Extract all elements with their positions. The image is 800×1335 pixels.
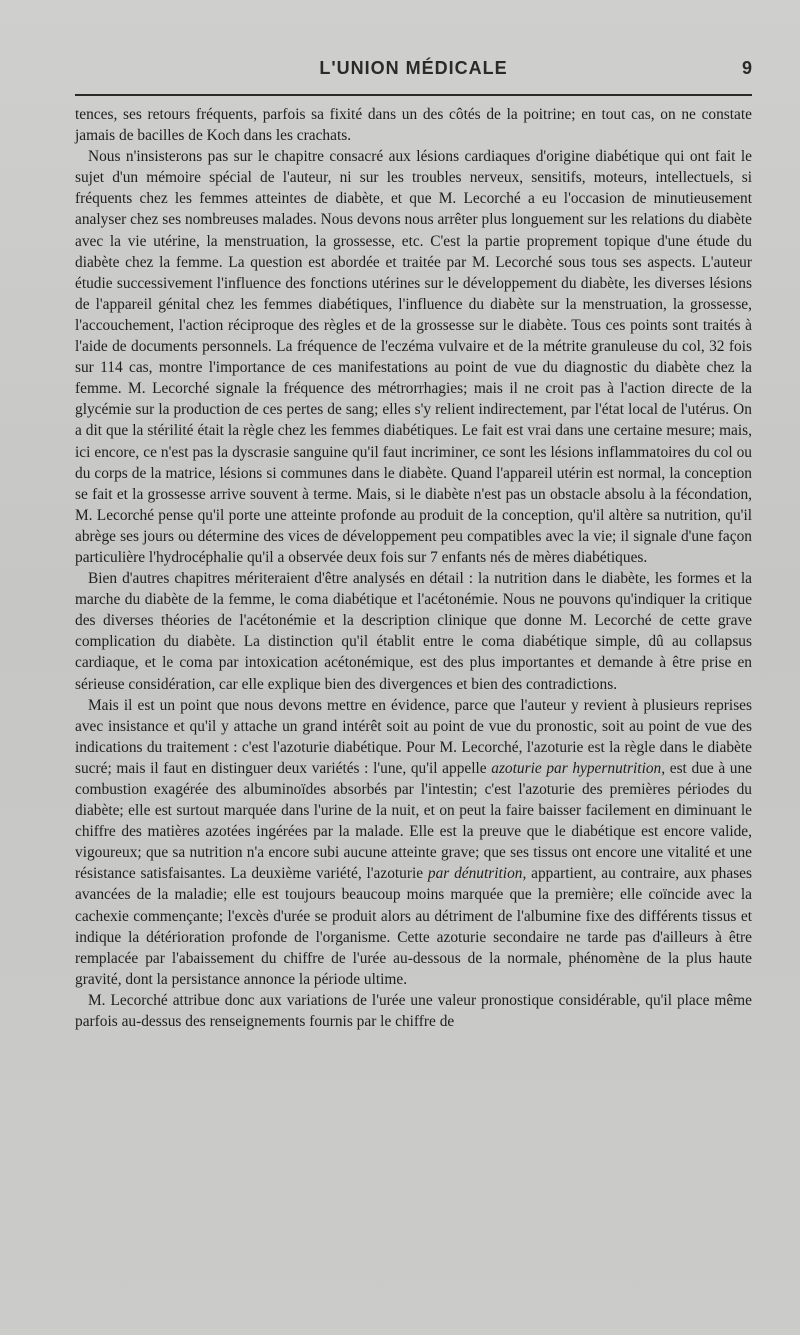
page-header [75, 58, 752, 86]
paragraph-3: Bien d'autres chapitres mériteraient d'être analysés en détail : la nutrition dans le diabète, les formes et la marche du diabète de la femme, le coma diabétique et l'acétonémie. Nous ne pouvons qu'indiquer la critique des diverses théories de l'acétonémie et la description clinique que donne M. Lecorché de cette grave complication du diabète. La distinction qu'il établit entre le coma diabétique simple, dû au collapsus cardiaque, et le coma par intoxication acétonémique, est des plus importantes et demande à être prise en sérieuse considération, car elle explique bien des divergences et bien des contradictions. [75, 570, 752, 693]
italic-term-denutrition: par dénutrition, [427, 865, 527, 883]
paragraph-1: tences, ses retours fréquents, parfois sa fixité dans un des côtés de la poitrine; en tout cas, on ne constate jamais de bacilles de Koch dans les crachats. [75, 106, 752, 145]
paragraph-2: Nous n'insisterons pas sur le chapitre consacré aux lésions cardiaques d'origine diabétique qui ont fait le sujet d'un mémoire spécial de l'auteur, ni sur les troubles nerveux, sensitifs, moteurs, intellectuels, si fréquents chez les femmes atteintes de diabète, et que M. Lecorché a eu l'occasion de minutieusement analyser chez ses nombreuses malades. Nous devons nous arrêter plus longuement sur les relations du diabète avec la vie utérine, la menstruation, la grossesse, etc. C'est la partie proprement topique d'une étude du diabète chez la femme. La question est abordée et traitée par M. Lecorché sous tous ses aspects. L'auteur étudie successivement l'influence des fonctions utérines sur le développement du diabète, les diverses lésions de l'appareil génital chez les femmes diabétiques, l'influence du diabète sur la menstruation, la grossesse, l'accouchement, l'action réciproque des règles et de la grossesse sur le diabète. Tous ces points sont traités à l'aide de documents personnels. La fréquence de l'eczéma vulvaire et de la métrite granuleuse du col, 32 fois sur 114 cas, montre l'importance de ces manifestations au point de vue du diagnostic du diabète chez la femme. M. Lecorché signale la fréquence des métrorrhagies; mais il ne croit pas à l'action directe de la glycémie sur la production de ces pertes de sang; elles s'y relient indirectement, par l'état local de l'utérus. On a dit que la stérilité était la règle chez les femmes diabétiques. Le fait est vrai dans une certaine mesure; mais, ici encore, ce n'est pas la dyscrasie sanguine qu'il faut incriminer, ce sont les lésions inflammatoires du col ou du corps de la matrice, lésions si communes dans le diabète. Quand l'appareil utérin est normal, la conception se fait et la grossesse arrive souvent à terme. Mais, si le diabète n'est pas un obstacle absolu à la fécondation, M. Lecorché pense qu'il porte une atteinte profonde au produit de la conception, qu'il altère sa nutrition, qu'il abrège ses jours ou détermine des vices de développement peu compatibles avec la vie; il signale d'une façon particulière l'hydrocéphalie qu'il a observée deux fois sur 7 enfants nés de mères diabétiques. [75, 148, 752, 566]
article-body [75, 104, 752, 1032]
paragraph-4-part-2: est due à une combustion exagérée des albuminoïdes absorbés par l'intestin; c'est l'azoturie des premières périodes du diabète; elle est surtout marquée dans l'urine de la nuit, et on peut la faire baisser facilement en diminuant le chiffre des matières azotées ingérées par la malade. Elle est la preuve que le diabétique est encore valide, vigoureux; que sa nutrition n'a encore subi aucune atteinte grave; que ses tissus ont encore une vitalité et une résistance satisfaisantes. La deuxième variété, l'azoturie [75, 759, 752, 883]
paragraph-4-part-3: appartient, au contraire, aux phases avancées de la maladie; elle est toujours beaucoup moins marquée que la première; elle coïncide avec la cachexie commençante; l'excès d'urée se produit alors au détriment de l'albumine fixe des différents tissus et indique la détérioration profonde de l'organisme. Cette azoturie secondaire ne tarde pas d'ailleurs à être remplacée par l'abaissement du chiffre de l'urée au-dessous de la normale, phénomène de la plus haute gravité, dont la persistance annonce la période ultime. [75, 865, 753, 988]
header-rule [75, 94, 752, 96]
paragraph-4 [75, 695, 752, 990]
page-number: 9 [741, 58, 752, 78]
italic-term-hypernutrition: azoturie par hypernutrition, [491, 759, 666, 777]
paragraph-4-part-1: Mais il est un point que nous devons mettre en évidence, parce que l'auteur y revient à plusieurs reprises avec insistance et qu'il y attache un grand intérêt soit au point de vue du pronostic, soit au point de vue des indications du traitement : c'est l'azoturie diabétique. Pour M. Lecorché, l'azoturie est la règle dans le diabète sucré; mais il faut en distinguer deux variétés : l'une, qu'il appelle [75, 696, 752, 777]
running-title: L'UNION MÉDICALE [319, 58, 508, 78]
paragraph-5: M. Lecorché attribue donc aux variations de l'urée une valeur pronostique considérable, qu'il place même parfois au-dessus des renseignements fournis par le chiffre de [75, 991, 752, 1031]
